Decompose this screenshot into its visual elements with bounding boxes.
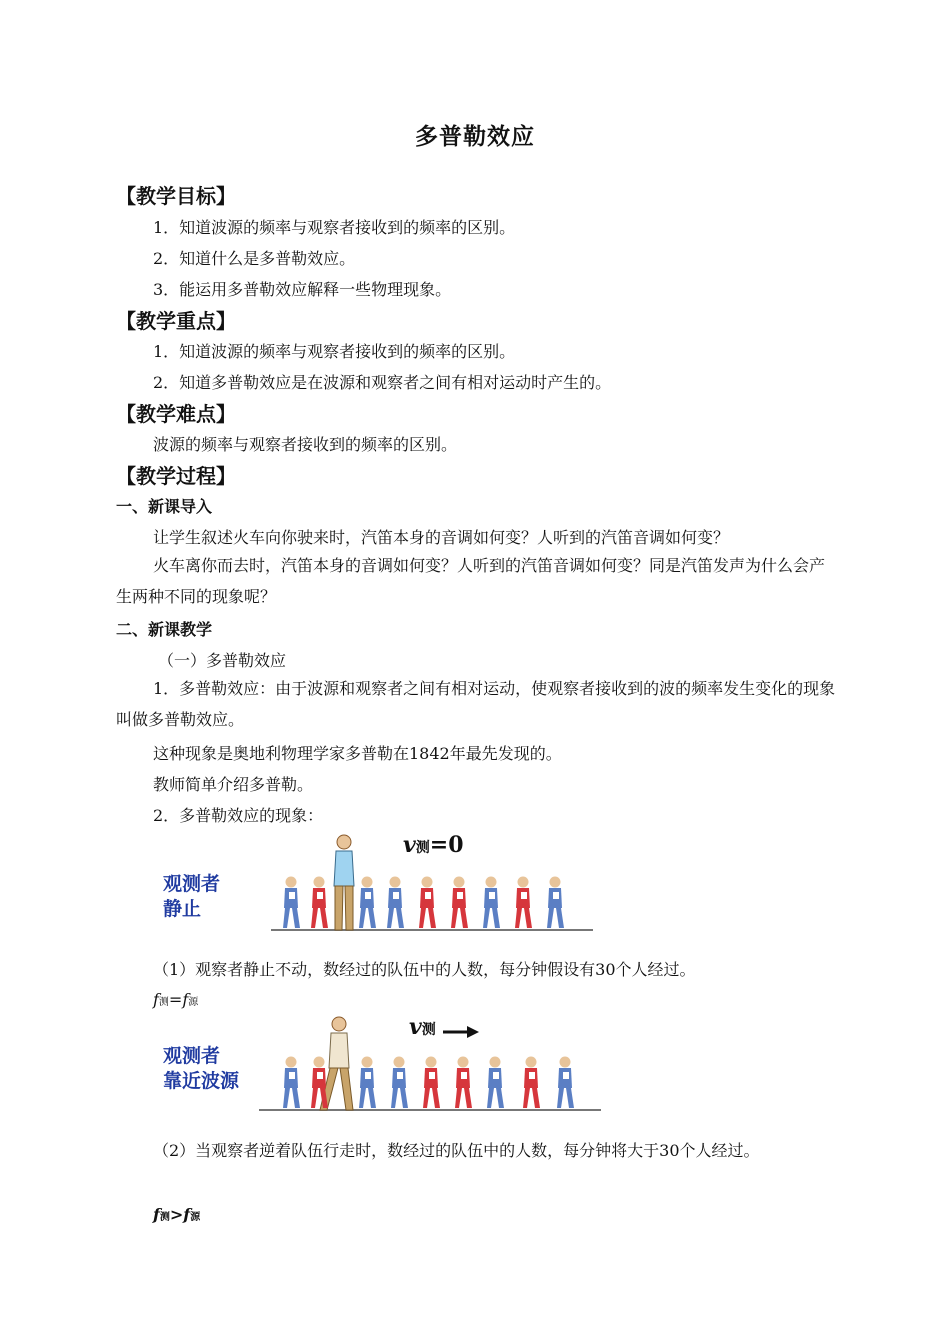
goals-heading: 【教学目标】: [116, 184, 236, 208]
figure-label: 观测者 静止: [163, 873, 221, 920]
goal-item: 1．知道波源的频率与观察者接收到的频率的区别。: [153, 218, 516, 237]
figure-observer-approaching: [153, 1010, 601, 1115]
key-point-item: 2．知道多普勒效应是在波源和观察者之间有相对运动时产生的。: [153, 373, 612, 392]
teacher-intro: 教师简单介绍多普勒。: [153, 775, 314, 794]
figure-label: 观测者 靠近波源: [163, 1045, 240, 1092]
phenomena-heading: 2．多普勒效应的现象：: [153, 806, 324, 825]
walker-red: [451, 877, 468, 929]
velocity-label: v测=0: [403, 832, 464, 858]
part2-heading: 二、新课教学: [116, 620, 213, 639]
goal-item: 2．知道什么是多普勒效应。: [153, 249, 356, 268]
walker-blue: [391, 1057, 408, 1109]
walker-blue: [547, 877, 564, 929]
intro-paragraph-2: 火车离你而去时，汽笛本身的音调如何变？人听到的汽笛音调如何变？同是汽笛发声为什么会产生两种不同的现象呢？: [116, 556, 826, 606]
walker-red: [311, 877, 328, 929]
walker-blue: [557, 1057, 574, 1109]
page-title: 多普勒效应: [415, 124, 535, 150]
figure-observer-stationary: [153, 826, 593, 936]
walkers-illustration: [153, 826, 593, 936]
velocity-label: v测: [409, 1014, 436, 1040]
process-heading: 【教学过程】: [116, 464, 236, 488]
observer-figure: [334, 835, 354, 930]
difficulty-text: 波源的频率与观察者接收到的频率的区别。: [153, 435, 458, 454]
definition-paragraph: 1．多普勒效应：由于波源和观察者之间有相对运动，使观察者接收到的波的频率发生变化的现象叫做多普勒效应。: [116, 679, 836, 729]
walker-red: [423, 1057, 440, 1109]
walker-red: [515, 877, 532, 929]
difficulties-heading: 【教学难点】: [116, 402, 236, 426]
intro-paragraph-1: 让学生叙述火车向你驶来时，汽笛本身的音调如何变？人听到的汽笛音调如何变？: [153, 528, 730, 547]
history-paragraph: 这种现象是奥地利物理学家多普勒在1842年最先发现的。: [153, 744, 562, 763]
walker-red: [455, 1057, 472, 1109]
part1-heading: 一、新课导入: [116, 497, 213, 516]
key-points-heading: 【教学重点】: [116, 309, 236, 333]
walker-blue: [483, 877, 500, 929]
walker-red: [419, 877, 436, 929]
walker-blue: [359, 1057, 376, 1109]
walker-blue: [487, 1057, 504, 1109]
goal-item: 3．能运用多普勒效应解释一些物理现象。: [153, 280, 452, 299]
arrow-icon: [443, 1026, 479, 1038]
walker-blue: [387, 877, 404, 929]
formula-greater: f测>f源: [153, 1205, 201, 1224]
formula-equal: f测=f源: [153, 990, 199, 1009]
case-1-text: （1）观察者静止不动，数经过的队伍中的人数，每分钟假设有30个人经过。: [153, 960, 696, 979]
walkers-illustration: [153, 1010, 601, 1115]
walker-red: [523, 1057, 540, 1109]
case-2-text: （2）当观察者逆着队伍行走时，数经过的队伍中的人数，每分钟将大于30个人经过。: [153, 1141, 760, 1160]
subsection-title: （一）多普勒效应: [158, 651, 287, 670]
walker-red: [311, 1057, 328, 1109]
walker-blue: [283, 1057, 300, 1109]
walker-blue: [359, 877, 376, 929]
walker-blue: [283, 877, 300, 929]
walker-row: [283, 877, 564, 929]
key-point-item: 1．知道波源的频率与观察者接收到的频率的区别。: [153, 342, 516, 361]
